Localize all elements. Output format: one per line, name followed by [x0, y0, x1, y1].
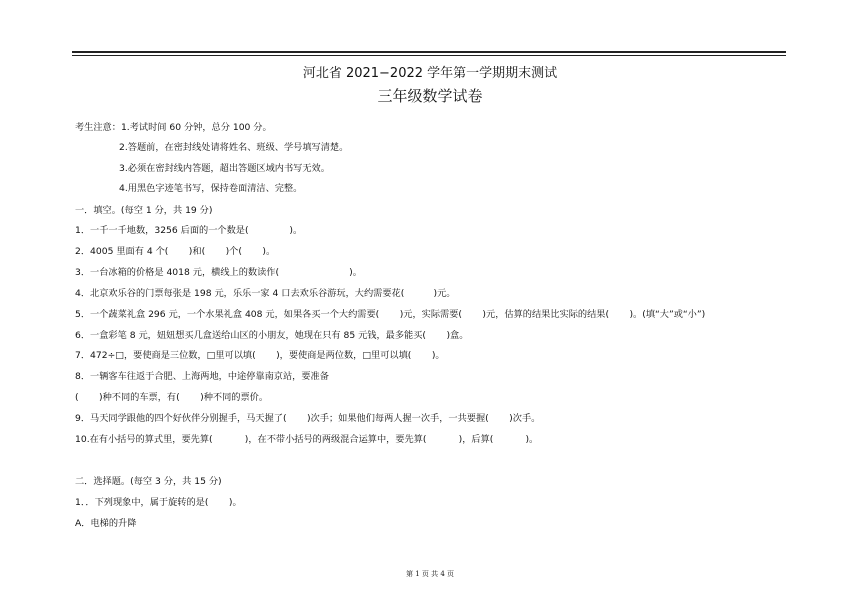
question-item: 1．．下列现象中，属于旋转的是( )。 [75, 497, 242, 508]
exam-subtitle: 三年级数学试卷 [377, 87, 483, 105]
question-item: 6．一盒彩笔 8 元，妞妞想买几盒送给山区的小朋友，她现在只有 85 元钱，最多能买( )盒。 [75, 330, 469, 341]
page-number: 第 1 页 共 4 页 [405, 570, 455, 578]
notice-label: 考生注意： [75, 122, 121, 133]
notice-item: 2.答题前，在密封线处请将姓名、班级、学号填写清楚。 [119, 142, 349, 153]
exam-title: 河北省 2021−2022 学年第一学期期末测试 [302, 66, 558, 81]
question-item: 7．472÷□，要使商是三位数，□里可以填( )，要使商是两位数，□里可以填( )。 [75, 350, 445, 361]
notice-item: 4.用黑色字迹笔书写，保持卷面清洁、完整。 [119, 183, 303, 194]
question-item: 8．一辆客车往返于合肥、上海两地，中途停靠南京站，要准备 [75, 371, 329, 382]
section-heading-multiple-choice: 二．选择题。(每空 3 分，共 15 分) [75, 476, 222, 487]
header-rule-thin [72, 55, 786, 56]
question-item: 5．一个蔬菜礼盒 296 元，一个水果礼盒 408 元，如果各买一个大约需要( )元，实际需要( )元，估算的结果比实际的结果( )。(填“大”或“小”) [75, 309, 706, 320]
question-item: 3．一台冰箱的价格是 4018 元，横线上的数读作( )。 [75, 267, 362, 278]
question-item: 2．4005 里面有 4 个( )和( )个( )。 [75, 246, 276, 257]
header-rule-thick [72, 51, 786, 53]
question-item: ( )种不同的车票，有( )种不同的票价。 [75, 392, 269, 403]
question-item: 10.在有小括号的算式里，要先算( )，在不带小括号的两级混合运算中，要先算( )，后算( )。 [75, 434, 539, 445]
notice-item: 3.必须在密封线内答题，超出答题区域内书写无效。 [119, 163, 330, 174]
question-item: 9．马天同学跟他的四个好伙伴分别握手，马天握了( )次手；如果他们每两人握一次手，一共要握( )次手。 [75, 413, 541, 424]
notice-row-1 [75, 122, 272, 134]
question-item: 4．北京欢乐谷的门票每张是 198 元，乐乐一家 4 口去欢乐谷游玩，大约需要花( )元。 [75, 288, 456, 299]
question-item: 1．一千一千地数，3256 后面的一个数是( )。 [75, 225, 303, 236]
answer-option: A．电梯的升降 [75, 518, 137, 529]
section-heading-fill-in: 一．填空。(每空 1 分，共 19 分) [75, 205, 213, 216]
notice-item: 1.考试时间 60 分钟，总分 100 分。 [120, 122, 272, 133]
